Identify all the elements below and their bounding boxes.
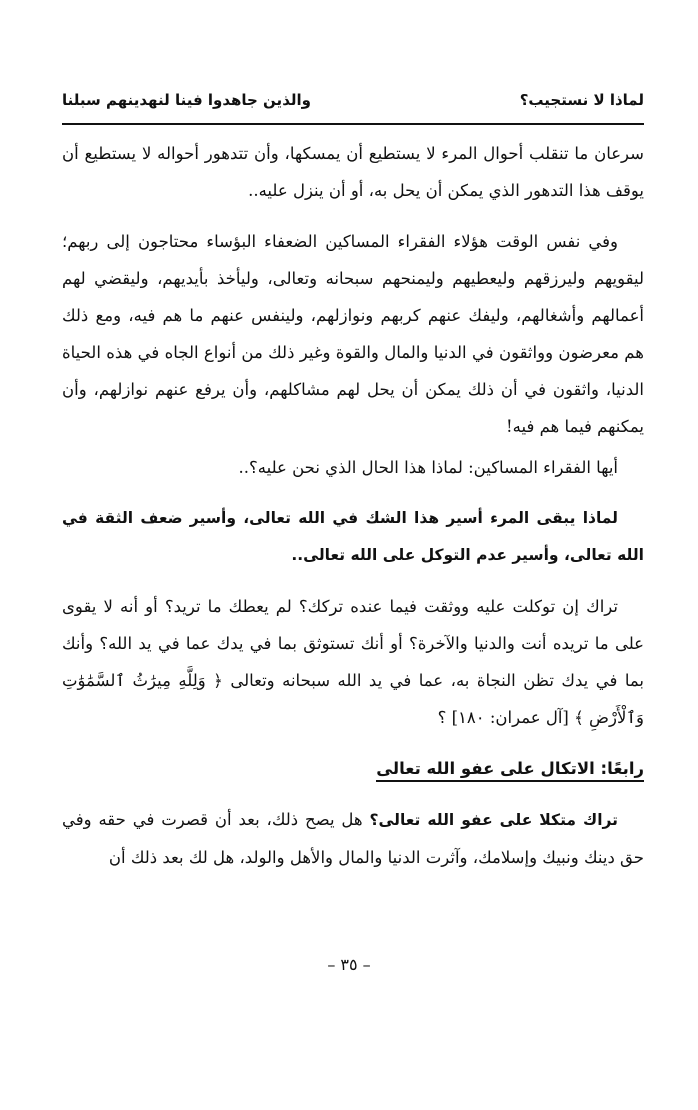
paragraph-3: أيها الفقراء المساكين: لماذا هذا الحال الذي نحن عليه؟.. xyxy=(238,458,618,477)
paragraph-1: سرعان ما تنقلب أحوال المرء لا يستطيع أن يمسكها، وأن تتدهور أحواله لا يستطيع أن يوقف هذا التدهور الذي يمكن أن يحل به، أو أن ينزل عليه.. xyxy=(62,144,644,200)
page-number: – ٣٥ – xyxy=(327,955,371,974)
paragraph-2: وفي نفس الوقت هؤلاء الفقراء المساكين الضعفاء البؤساء محتاجون إلى ربهم؛ ليقويهم وليرزقهم وليعطيهم وليمنحهم سبحانه وتعالى، وليأخذ بأيديهم، وليقضي لهم أعمالهم وأشغالهم، وليفك عنهم كربهم ونوازلهم، ولينفس عنهم ما هم فيه، ومع ذلك هم معرضون وواثقون في الدنيا والمال والقوة وغير ذلك من أنواع الجاه في هذه الحياة الدنيا، واثقون في أن ذلك يمكن أن يحل لهم مشاكلهم، وأن يرفع عنهم نوازلهم، وأن يمكنهم فيما هم فيه! xyxy=(62,232,644,436)
header-book-title: والذين جاهدوا فينا لنهدينهم سبلنا xyxy=(62,91,311,109)
section-heading-text: رابعًا: الاتكال على عفو الله تعالى xyxy=(376,759,644,782)
section-paragraph-text: هل يصح ذلك، بعد أن قصرت في حقه وفي حق دينك ونبيك وإسلامك، وآثرت الدنيا والمال والأهل والولد، هل لك بعد ذلك أن xyxy=(62,810,644,867)
page-body xyxy=(62,135,644,876)
paragraph-4-bold: لماذا يبقى المرء أسير هذا الشك في الله تعالى، وأسير ضعف الثقة في الله تعالى، وأسير عدم التوكل على الله تعالى.. xyxy=(62,509,644,564)
section-lead-phrase: تراك متكلا على عفو الله تعالى؟ xyxy=(369,811,618,829)
header-rule xyxy=(62,123,644,125)
running-header xyxy=(62,85,644,117)
section-paragraph xyxy=(62,801,644,876)
paragraph-5: تراك إن توكلت عليه ووثقت فيما عنده تركك؟ لم يعطك ما تريد؟ أو أنه لا يقوى على ما تريده أنت والدنيا والآخرة؟ أو أنك تستوثق بما في يدك عما في يد الله؟ وأنك بما في يدك تظن النجاة به، عما في يد الله سبحانه وتعالى ﴿ وَلِلَّهِ مِيرَٰثُ ٱلسَّمَٰوَٰتِ وَٱلْأَرْضِ ﴾ [آل عمران: ١٨٠] ؟ xyxy=(62,597,644,727)
section-heading xyxy=(62,750,644,787)
header-chapter-title: لماذا لا نستجيب؟ xyxy=(519,91,644,109)
